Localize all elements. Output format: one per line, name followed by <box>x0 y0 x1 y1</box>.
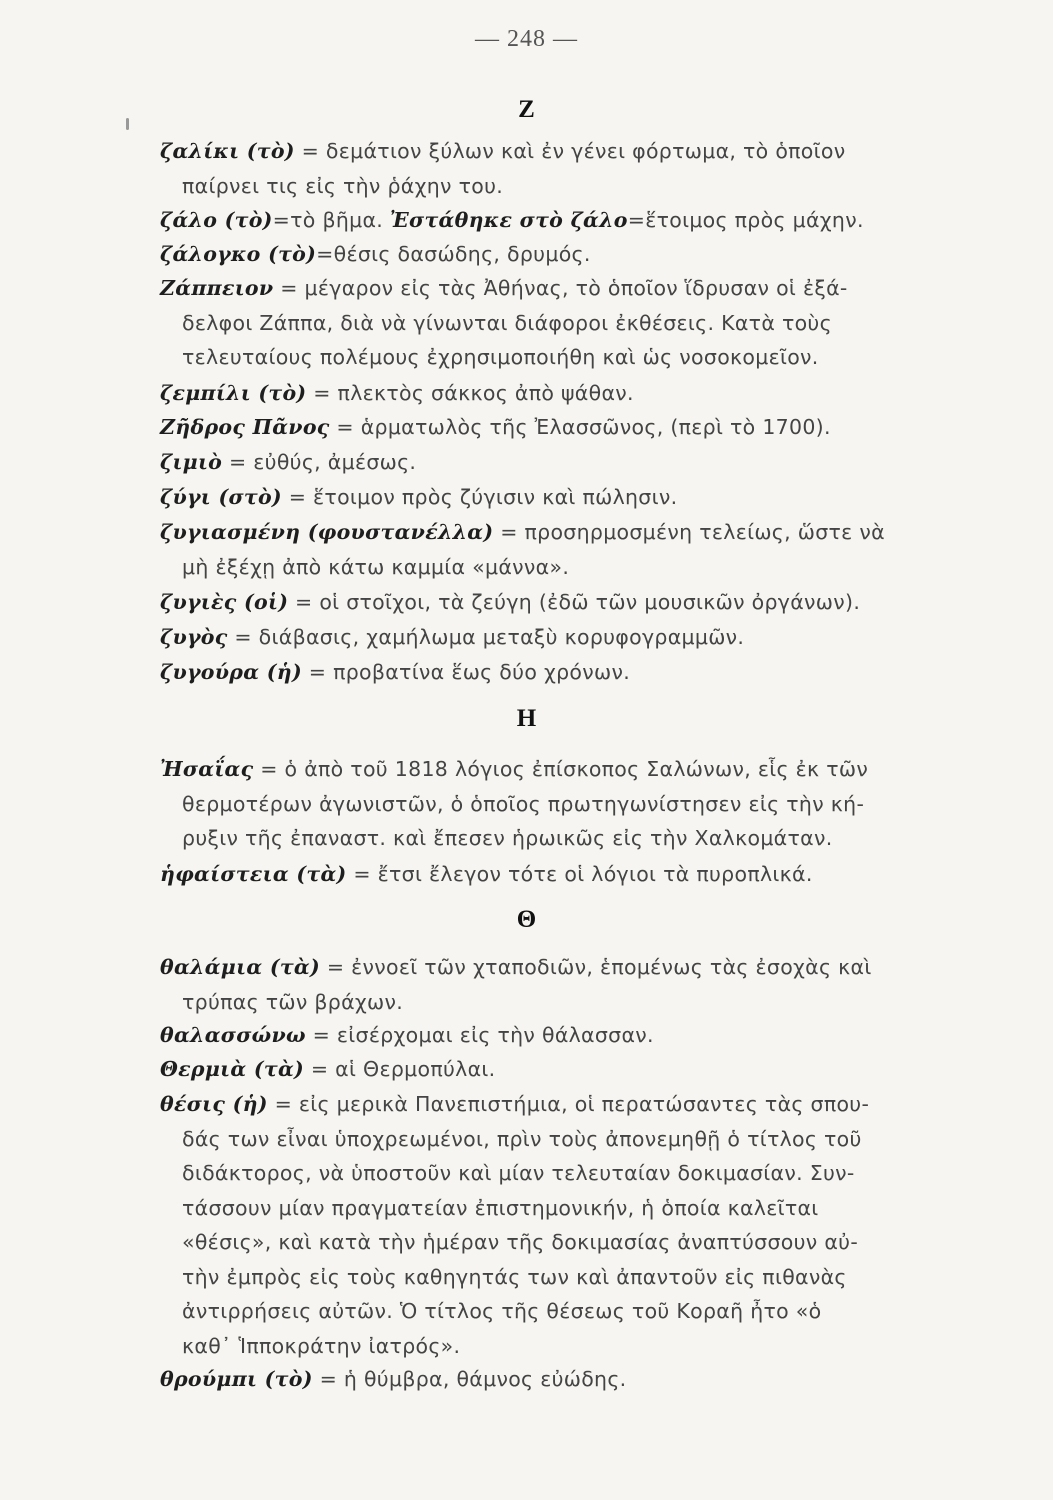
entry-zimio <box>160 445 940 480</box>
headword: Ἠσαΐας <box>160 757 254 781</box>
definition-continuation: τὴν ἐμπρὸς εἰς τοὺς καθηγητάς των καὶ ἀπαντοῦν εἰς πιθανὰς <box>182 1264 847 1289</box>
headword: ζιμιὸ <box>160 450 223 474</box>
entry-zidros-panos <box>160 410 940 445</box>
entry-zygi <box>160 480 940 515</box>
entry-zygies <box>160 585 940 620</box>
entry-zygos <box>160 620 940 655</box>
definition: = ἡ θύμβρα, θάμνος εὐώδης. <box>312 1367 627 1391</box>
definition: = ἕτοιμον πρὸς ζύγισιν καὶ πώλησιν. <box>281 485 678 509</box>
definition: = δεμάτιον ξύλων καὶ ἐν γένει φόρτωμα, τὸ ὁποῖον <box>294 139 846 163</box>
entry-thesis <box>160 1087 940 1363</box>
entry-zaliki <box>160 134 940 203</box>
section-letter-z: Z <box>518 96 535 123</box>
example-phrase: Ἐστάθηκε στὸ ζάλο <box>389 208 628 232</box>
entry-thalamia <box>160 950 940 1019</box>
definition-continuation: τάσσουν μίαν πραγματείαν ἐπιστημονικήν, ἡ ὁποία καλεῖται <box>182 1195 819 1220</box>
headword: ζύγι (στὸ) <box>160 485 282 509</box>
headword: ζάλο (τὸ) <box>160 208 273 232</box>
entry-zygiasmeni <box>160 515 940 584</box>
definition-continuation: ρυξιν τῆς ἐπαναστ. καὶ ἔπεσεν ἡρωικῶς εἰς τὴν Χαλκομάταν. <box>182 826 833 850</box>
entry-zalogko <box>160 237 940 272</box>
definition: =θέσις δασώδης, δρυμός. <box>316 242 591 266</box>
headword: Ζάππειον <box>160 276 274 300</box>
entry-zygoura <box>160 655 940 690</box>
definition-continuation: μὴ ἐξέχῃ ἀπὸ κάτω καμμία «μάννα». <box>182 554 570 579</box>
headword: ζάλογκο (τὸ) <box>160 242 317 266</box>
headword: ζυγιασμένη (φουστανέλλα) <box>160 520 494 544</box>
entry-zempili <box>160 376 940 411</box>
headword: θαλάμια (τὰ) <box>160 955 321 979</box>
definition: = προβατίνα ἕως δύο χρόνων. <box>301 660 631 684</box>
entry-ifaisteia <box>160 857 940 892</box>
headword: ζαλίκι (τὸ) <box>160 139 295 163</box>
definition: =τὸ βῆμα. <box>272 208 390 232</box>
definition: = εὐθύς, ἀμέσως. <box>222 450 417 474</box>
definition-continuation: ἀντιρρήσεις αὐτῶν. Ὁ τίτλος τῆς θέσεως τοῦ Κοραῆ ἦτο «ὁ <box>182 1299 822 1323</box>
headword: θρούμπι (τὸ) <box>160 1367 313 1391</box>
definition-continuation: δελφοι Ζάππα, διὰ νὰ γίνωνται διάφοροι ἐκθέσεις. Κατὰ τοὺς <box>182 310 832 335</box>
definition: = πλεκτὸς σάκκος ἀπὸ ψάθαν. <box>306 381 634 405</box>
definition: = προσηρμοσμένη τελείως, ὥστε νὰ <box>493 520 885 544</box>
headword: ζυγιὲς (οἱ) <box>160 590 289 614</box>
headword: ζυγὸς <box>160 625 228 649</box>
headword: Ζῆδρος Πᾶνος <box>160 415 330 439</box>
definition-continuation: «θέσις», καὶ κατὰ τὴν ἡμέραν τῆς δοκιμασίας ἀναπτύσσουν αὐ- <box>182 1230 859 1254</box>
section-letter-theta: Θ <box>516 906 537 933</box>
entry-zappeion <box>160 271 940 375</box>
section-letter-h: H <box>516 705 537 732</box>
definition-continuation: τελευταίους πολέμους ἐχρησιμοποιήθη καὶ ὡς νοσοκομεῖον. <box>182 345 819 369</box>
definition: = μέγαρον εἰς τὰς Ἀθήνας, τὸ ὁποῖον ἵδρυσαν οἱ ἐξά- <box>273 276 848 300</box>
definition: = ὁ ἀπὸ τοῦ 1818 λόγιος ἐπίσκοπος Σαλώνων, εἷς ἐκ τῶν <box>253 757 869 781</box>
definition: = ἁρματωλὸς τῆς Ἐλασσῶνος, (περὶ τὸ 1700). <box>329 415 831 439</box>
phrase-definition: =ἕτοιμος πρὸς μάχην. <box>627 208 864 232</box>
definition: = αἱ Θερμοπύλαι. <box>304 1057 496 1081</box>
definition-continuation: παίρνει τις εἰς τὴν ῥάχην του. <box>182 173 504 198</box>
definition: = ἔτσι ἔλεγον τότε οἱ λόγιοι τὰ πυροπλικά. <box>346 862 813 886</box>
definition-continuation: τρύπας τῶν βράχων. <box>182 989 404 1014</box>
entry-thalassono <box>160 1018 940 1053</box>
entry-zalo <box>160 203 940 238</box>
headword: ἡφαίστεια (τὰ) <box>160 862 347 886</box>
definition-continuation: θερμοτέρων ἀγωνιστῶν, ὁ ὁποῖος πρωτηγωνίστησεν εἰς τὴν κή- <box>182 791 865 816</box>
definition-continuation: δάς των εἶναι ὑποχρεωμένοι, πρὶν τοὺς ἀπονεμηθῇ ὁ τίτλος τοῦ <box>182 1126 862 1151</box>
definition: = οἱ στοῖχοι, τὰ ζεύγη (ἐδῶ τῶν μουσικῶν ὀργάνων). <box>288 590 861 614</box>
definition-continuation: καθ᾽ Ἱπποκράτην ἰατρός». <box>182 1333 461 1358</box>
definition: = διάβασις, χαμήλωμα μεταξὺ κορυφογραμμῶν. <box>227 625 745 649</box>
page-number: — 248 — <box>475 26 578 52</box>
headword: θέσις (ἡ) <box>160 1092 268 1116</box>
definition-continuation: διδάκτορος, νὰ ὑποστοῦν καὶ μίαν τελευταίαν δοκιμασίαν. Συν- <box>182 1161 855 1185</box>
headword: Θερμιὰ (τὰ) <box>160 1057 305 1081</box>
headword: ζεμπίλι (τὸ) <box>160 381 307 405</box>
headword: θαλασσώνω <box>160 1023 306 1047</box>
definition: = εἰσέρχομαι εἰς τὴν θάλασσαν. <box>305 1023 654 1047</box>
entry-thermia <box>160 1052 940 1087</box>
headword: ζυγούρα (ἡ) <box>160 660 302 684</box>
definition: = εἰς μερικὰ Πανεπιστήμια, οἱ περατώσαντες τὰς σπου- <box>267 1092 870 1116</box>
entry-isaias <box>160 752 940 856</box>
definition: = ἐννοεῖ τῶν χταποδιῶν, ἑπομένως τὰς ἐσοχὰς καὶ <box>320 955 872 979</box>
entry-throumpi <box>160 1362 940 1397</box>
